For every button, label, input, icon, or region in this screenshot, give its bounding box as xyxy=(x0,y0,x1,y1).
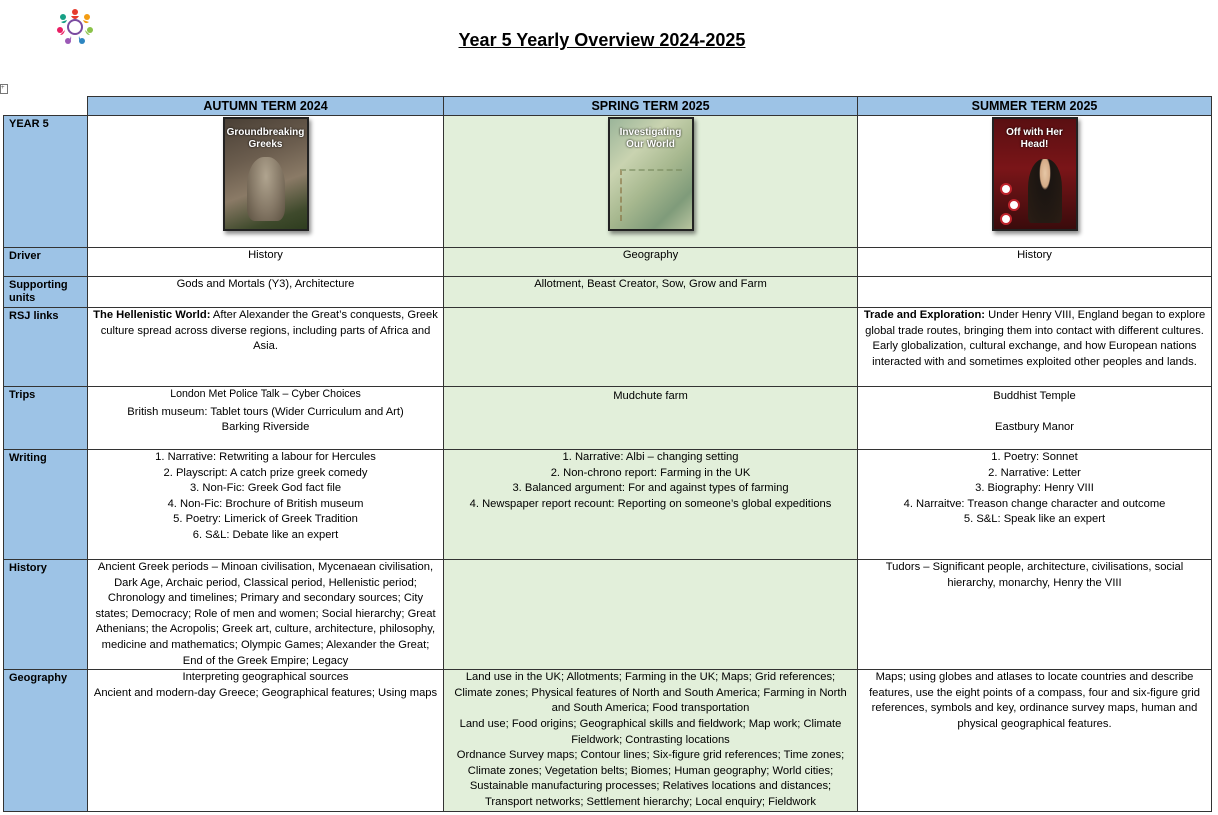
writing-item: 3. Biography: Henry VIII xyxy=(975,482,1094,495)
history-autumn: Ancient Greek periods – Minoan civilisation, Mycenaean civilisation, Dark Age, Archaic period, Classical period, Hellenistic period; Chronology and timelines; Primary and secondary sources; City states; Democracy; Role of men and women; Social hierarchy; Great Athenians; the Acropolis; Greek art, culture, architecture, philosophy, medicine and mathematics; Olympic Games; Alexander the Great; End of the Greek Empire; Legacy xyxy=(88,560,444,670)
writing-item: 4. Newspaper report recount: Reporting on someone’s global expeditions xyxy=(469,497,832,510)
rsj-autumn-lead: The Hellenistic World: xyxy=(93,309,211,321)
rsj-spring xyxy=(444,308,858,387)
book-cell-autumn xyxy=(88,116,444,248)
geography-item: Land use; Food origins; Geographical skills and fieldwork; Map work; Climate Fieldwork; Contrasting locations xyxy=(459,717,842,746)
writing-item: 1. Poetry: Sonnet xyxy=(991,451,1078,463)
book-title: Off with Her Head! xyxy=(1006,127,1063,150)
row-label-driver: Driver xyxy=(4,248,88,277)
supporting-autumn: Gods and Mortals (Y3), Architecture xyxy=(88,277,444,308)
page-title: Year 5 Yearly Overview 2024-2025 xyxy=(458,30,746,50)
table-move-handle[interactable]: + xyxy=(0,84,8,94)
book-cover-world xyxy=(608,117,694,231)
writing-item: 2. Narrative: Letter xyxy=(988,466,1081,479)
trip-item: Eastbury Manor xyxy=(995,420,1074,433)
driver-autumn: History xyxy=(88,248,444,277)
statue-image xyxy=(247,157,285,221)
header-autumn: AUTUMN TERM 2024 xyxy=(88,97,444,116)
writing-item: 4. Non-Fic: Brochure of British museum xyxy=(167,497,364,510)
trips-spring xyxy=(444,387,858,450)
row-label-history: History xyxy=(4,560,88,670)
geography-item: Interpreting geographical sources xyxy=(182,671,349,684)
row-label-year: YEAR 5 xyxy=(4,116,88,248)
rsj-autumn xyxy=(88,308,444,387)
row-label-geography: Geography xyxy=(4,670,88,811)
book-cover-greeks xyxy=(223,117,309,231)
header-spring: SPRING TERM 2025 xyxy=(444,97,858,116)
header-summer: SUMMER TERM 2025 xyxy=(858,97,1212,116)
history-spring xyxy=(444,560,858,670)
corner-cell xyxy=(4,97,88,116)
writing-spring xyxy=(444,450,858,560)
map-image xyxy=(620,169,682,221)
book-cell-summer xyxy=(858,116,1212,248)
portrait-image xyxy=(1028,159,1062,223)
writing-item: 4. Narraitve: Treason change character and outcome xyxy=(903,497,1166,510)
supporting-summer xyxy=(858,277,1212,308)
overview-table xyxy=(3,96,1212,812)
circle-icon xyxy=(1000,183,1012,195)
geography-autumn xyxy=(88,670,444,811)
geography-summer: Maps; using globes and atlases to locate countries and describe features, use the eight points of a compass, four and six-figure grid references, symbols and key, ordinance survey maps, human and physical geographical features. xyxy=(858,670,1212,811)
circle-icon xyxy=(1008,199,1020,211)
book-title: Groundbreaking Greeks xyxy=(226,127,305,150)
trip-item: Buddhist Temple xyxy=(993,390,1076,402)
writing-autumn xyxy=(88,450,444,560)
geography-item: Ancient and modern-day Greece; Geographical features; Using maps xyxy=(93,686,438,699)
circle-icon xyxy=(1000,213,1012,225)
driver-spring: Geography xyxy=(444,248,858,277)
geography-item: Land use in the UK; Allotments; Farming in the UK; Maps; Grid references; Climate zones; Physical features of North and South America; Farming in North and South America; Food transportation xyxy=(454,671,847,715)
writing-item: 5. S&L: Speak like an expert xyxy=(963,513,1106,526)
row-label-supporting: Supporting units xyxy=(4,277,88,308)
trip-item: London Met Police Talk – Cyber Choices xyxy=(170,388,361,400)
geography-item: Ordnance Survey maps; Contour lines; Six-figure grid references; Time zones; Climate zones; Vegetation belts; Biomes; Human geography; World cities; Sustainable manufacturing processes; Relatives locations and distances; Transport networks; Settlement hierarchy; Local enquiry; Fieldwork xyxy=(456,749,845,808)
writing-item: 3. Balanced argument: For and against types of farming xyxy=(512,482,789,495)
row-label-trips: Trips xyxy=(4,387,88,450)
writing-item: 2. Non-chrono report: Farming in the UK xyxy=(550,466,751,479)
writing-item: 3. Non-Fic: Greek God fact file xyxy=(189,482,342,495)
row-label-writing: Writing xyxy=(4,450,88,560)
writing-item: 1. Narrative: Retwriting a labour for Hercules xyxy=(155,451,376,463)
writing-summer xyxy=(858,450,1212,560)
row-label-rsj: RSJ links xyxy=(4,308,88,387)
writing-item: 5. Poetry: Limerick of Greek Tradition xyxy=(173,513,358,526)
trips-autumn xyxy=(88,387,444,450)
history-summer: Tudors – Significant people, architecture, civilisations, social hierarchy, monarchy, Henry the VIII xyxy=(858,560,1212,670)
book-cell-spring xyxy=(444,116,858,248)
writing-item: 6. S&L: Debate like an expert xyxy=(192,528,339,541)
rsj-summer-lead: Trade and Exploration: xyxy=(863,309,986,321)
supporting-spring: Allotment, Beast Creator, Sow, Grow and Farm xyxy=(444,277,858,308)
writing-item: 2. Playscript: A catch prize greek comedy xyxy=(163,466,368,479)
rsj-summer xyxy=(858,308,1212,387)
rsj-summer-text: Under Henry VIII, England began to explore global trade routes, bringing them into contact with different cultures. Early globalization, cultural exchange, and how European nations interacted with and sometimes exploited other peoples and lands. xyxy=(865,309,1206,368)
trip-item: British museum: Tablet tours (Wider Curriculum and Art) xyxy=(127,405,404,418)
trips-summer xyxy=(858,387,1212,450)
trip-item: Mudchute farm xyxy=(613,390,688,402)
geography-spring xyxy=(444,670,858,811)
book-title: Investigating Our World xyxy=(619,127,682,150)
rsj-autumn-text: After Alexander the Great’s conquests, Greek culture spread across diverse regions, including parts of Africa and Asia. xyxy=(100,309,438,353)
driver-summer: History xyxy=(858,248,1212,277)
writing-item: 1. Narrative: Albi – changing setting xyxy=(562,451,739,463)
book-cover-tudors xyxy=(992,117,1078,231)
trip-item: Barking Riverside xyxy=(221,421,310,434)
